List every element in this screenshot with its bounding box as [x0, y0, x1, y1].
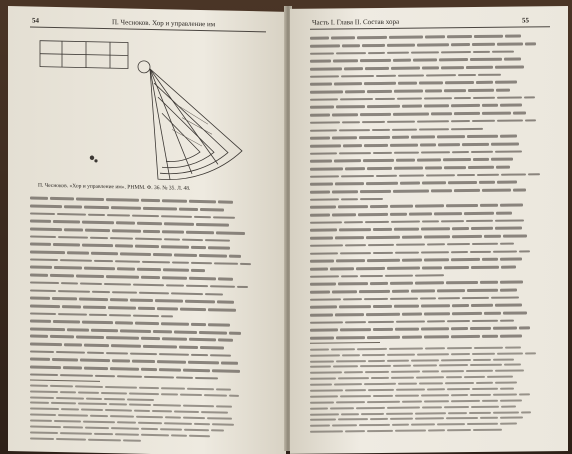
figure-regent-circle [138, 61, 150, 73]
running-head-left: П. Чесноков. Хор и управление им [112, 18, 216, 29]
left-footnotes [30, 382, 260, 446]
header-rule-right [310, 26, 550, 30]
left-body-text [30, 194, 268, 337]
page-number-right: 55 [522, 16, 529, 25]
right-footnotes [310, 344, 552, 435]
left-section-text [30, 332, 268, 383]
text-line [310, 332, 552, 342]
running-head-right: Часть I. Глава II. Состав хора [312, 17, 400, 27]
left-page [8, 6, 286, 454]
text-line [310, 427, 552, 435]
footnote-rule-right [310, 342, 380, 344]
figure-caption: П. Чесноков. «Хор и управление им». РНММ. Ф. 36. № 35. Л. 48. [38, 182, 191, 192]
right-body-text [310, 32, 552, 342]
footnote-rule-left [30, 379, 100, 381]
right-page [290, 6, 568, 454]
page-number-left: 54 [32, 16, 39, 25]
open-book [8, 6, 568, 451]
choir-diagram-figure [32, 31, 252, 184]
figure-choir-sector [150, 69, 242, 181]
